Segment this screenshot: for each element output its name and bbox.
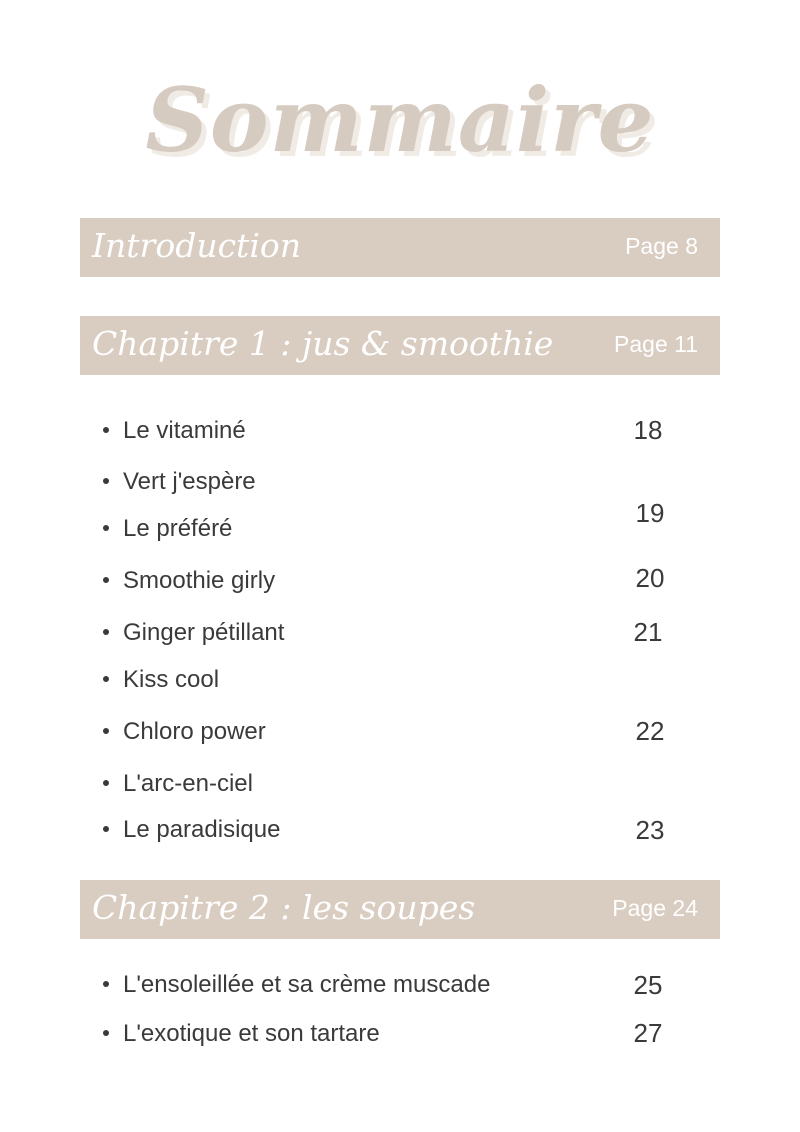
recipe-name: L'arc-en-ciel [123, 770, 253, 797]
list-item[interactable] [103, 417, 246, 445]
page-number: 23 [635, 815, 665, 845]
page-number: 21 [633, 617, 663, 647]
recipe-name: Kiss cool [123, 666, 220, 693]
bullet-icon [103, 780, 109, 786]
recipe-name: Le vitaminé [123, 417, 246, 444]
list-item[interactable] [103, 1020, 380, 1048]
list-item[interactable] [103, 770, 253, 798]
section-page: Page 11 [614, 331, 698, 357]
page-number: 20 [635, 563, 665, 593]
recipe-name: L'ensoleillée et sa crème muscade [123, 971, 491, 998]
section-title: Chapitre 1 : jus & smoothie [92, 324, 554, 363]
page-number: 19 [635, 498, 665, 528]
page-number: 27 [633, 1018, 663, 1048]
list-item[interactable] [103, 666, 219, 694]
section-chapter-2[interactable] [80, 880, 720, 939]
page-number: 18 [633, 415, 663, 445]
list-item[interactable] [103, 515, 232, 543]
section-page: Page 8 [625, 233, 698, 259]
list-item[interactable] [103, 619, 284, 647]
section-introduction[interactable] [80, 218, 720, 277]
recipe-name: Vert j'espère [123, 468, 256, 495]
bullet-icon [103, 629, 109, 635]
list-item[interactable] [103, 816, 280, 844]
bullet-icon [103, 427, 109, 433]
bullet-icon [103, 1030, 109, 1036]
bullet-icon [103, 981, 109, 987]
list-item[interactable] [103, 718, 266, 746]
page-number: 25 [633, 970, 663, 1000]
section-title: Chapitre 2 : les soupes [92, 888, 476, 927]
bullet-icon [103, 478, 109, 484]
section-chapter-1[interactable] [80, 316, 720, 375]
bullet-icon [103, 577, 109, 583]
recipe-name: Smoothie girly [123, 567, 276, 594]
bullet-icon [103, 826, 109, 832]
bullet-icon [103, 676, 109, 682]
section-page: Page 24 [612, 895, 698, 921]
recipe-name: Ginger pétillant [123, 619, 285, 646]
recipe-name: Le préféré [123, 515, 233, 542]
section-title: Introduction [92, 226, 301, 265]
recipe-name: Chloro power [123, 718, 266, 745]
recipe-name: Le paradisique [123, 816, 281, 843]
list-item[interactable] [103, 971, 490, 999]
bullet-icon [103, 728, 109, 734]
page-title: Sommaire [145, 68, 655, 172]
bullet-icon [103, 525, 109, 531]
list-item[interactable] [103, 468, 256, 496]
page-number: 22 [635, 716, 665, 746]
recipe-name: L'exotique et son tartare [123, 1020, 380, 1047]
list-item[interactable] [103, 567, 275, 595]
